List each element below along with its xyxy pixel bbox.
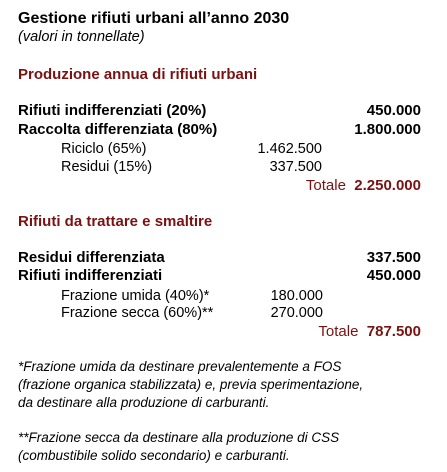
row-value-differentiated-residues: 337.500 [366,249,421,266]
section2-total-value: 787.500 [366,323,421,340]
row-label-undifferentiated: Rifiuti indifferenziati (20%) [18,102,207,119]
document-subtitle: (valori in tonnellate) [18,29,145,45]
subrow-value-recycling: 1.462.500 [257,141,322,157]
subrow-label-residues: Residui (15%) [61,159,153,175]
section1-total-label: Totale [305,177,346,194]
section-heading-treatment: Rifiuti da trattare e smaltire [18,213,213,230]
row-label-separate-collection: Raccolta differenziata (80%) [18,121,218,138]
subrow-value-dry-fraction: 270.000 [270,305,323,321]
section1-total [306,178,421,193]
footnote-1-line-1: *Frazione umida da destinare prevalentemente a FOS [18,359,342,374]
row-value-undifferentiated-waste: 450.000 [366,267,421,284]
section2-total-label: Totale [318,323,359,340]
row-value-undifferentiated: 450.000 [366,102,421,119]
subrow-label-wet-fraction: Frazione umida (40%)* [61,288,210,304]
row-label-differentiated-residues: Residui differenziata [18,249,165,266]
section1-total-value: 2.250.000 [354,177,421,194]
row-value-separate-collection: 1.800.000 [354,121,421,138]
section-heading-production: Produzione annua di rifiuti urbani [18,66,258,83]
subrow-label-dry-fraction: Frazione secca (60%)** [61,305,214,321]
footnote-2-line-2: (combustibile solido secondario) e carburanti. [18,448,290,463]
row-label-undifferentiated-waste: Rifiuti indifferenziati [18,267,163,284]
footnote-2-line-1: **Frazione secca da destinare alla produzione di CSS [18,430,340,445]
section2-total [318,324,421,339]
subrow-value-residues: 337.500 [269,159,322,175]
subrow-value-wet-fraction: 180.000 [270,288,323,304]
document-title: Gestione rifiuti urbani all’anno 2030 [18,10,290,27]
subrow-label-recycling: Riciclo (65%) [61,141,147,157]
footnote-1-line-2: (frazione organica stabilizzata) e, previa sperimentazione, [18,377,364,392]
footnote-1-line-3: da destinare alla produzione di carburanti. [18,395,270,410]
